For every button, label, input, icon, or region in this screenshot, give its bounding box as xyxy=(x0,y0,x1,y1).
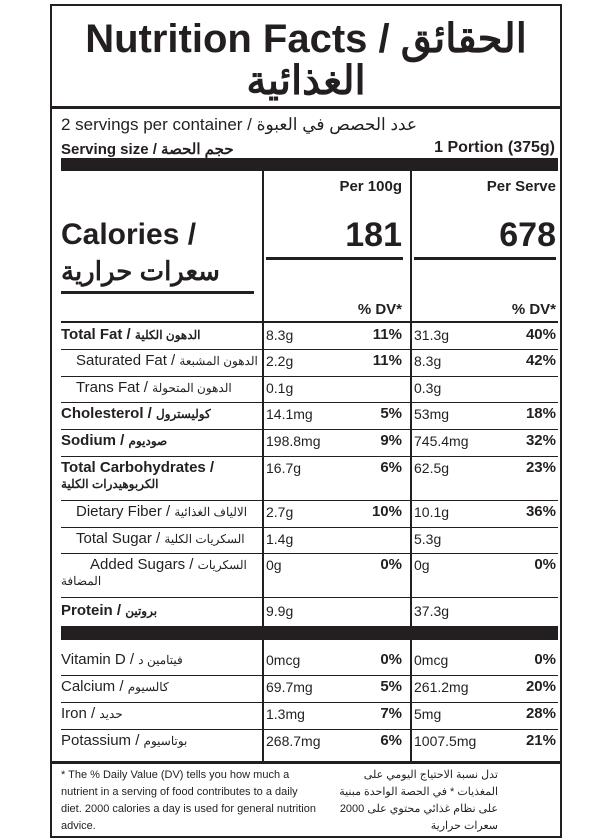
per100g-value-trans-fat: 0.1g xyxy=(266,380,294,396)
serving-size-value: 1 Portion (375g) xyxy=(434,139,555,156)
perserve-value-sodium: 745.4mg xyxy=(414,433,469,449)
dv-header-1: % DV* xyxy=(357,301,402,318)
nutrient-label-iron: Iron / حديد xyxy=(61,705,123,722)
per100g-value-iron: 1.3mg xyxy=(266,706,305,722)
perserve-value-vitamin-d: 0mcg xyxy=(414,652,449,668)
calories-per-serve: 678 xyxy=(499,216,556,254)
perserve-value-dietary-fiber: 10.1g xyxy=(414,504,450,520)
footnote-arabic: تدل نسبة الاحتياج اليومي على المغذيات * في الحصة الواحدة مبنية على نظام غذائي محتوي على 2000 سعرات حرارية xyxy=(339,769,498,832)
per100g-value-dietary-fiber: 2.7g xyxy=(266,504,294,520)
row-divider xyxy=(61,349,558,350)
footnote-divider xyxy=(52,761,560,764)
perserve-value-total-fat: 31.3g xyxy=(414,327,450,343)
servings-per-container: 2 servings per container / عدد الحصص في العبوة xyxy=(61,115,418,134)
serving-size-label-ar: حجم الحصة xyxy=(161,141,234,158)
row-divider xyxy=(61,597,558,598)
nutrient-label-cholesterol: Cholesterol / كوليسترول xyxy=(61,405,211,422)
nutrient-label-saturated-fat: Saturated Fat / الدهون المشبعة xyxy=(76,352,258,369)
nutrient-label-total-fat: Total Fat / الدهون الكلية xyxy=(61,326,201,343)
nutrient-label-total-carbohydrates: Total Carbohydrates / xyxy=(61,459,215,476)
perserve-dv-dietary-fiber: 36% xyxy=(525,503,556,520)
calories-label-en: Calories / xyxy=(61,218,197,251)
row-divider xyxy=(61,456,558,457)
per100g-dv-total-fat: 11% xyxy=(372,326,402,343)
dv-header-divider xyxy=(61,321,558,323)
row-divider xyxy=(61,402,558,403)
perserve-dv-cholesterol: 18% xyxy=(525,405,556,422)
perserve-value-calcium: 261.2mg xyxy=(414,679,469,695)
row-divider xyxy=(61,675,558,676)
nutrient-label-potassium: Potassium / بوتاسيوم xyxy=(61,732,188,749)
nutrient-label-trans-fat: Trans Fat / الدهون المتحولة xyxy=(76,379,232,396)
calories-label-ar: سعرات حرارية xyxy=(61,256,220,286)
calories-left-divider xyxy=(61,291,254,294)
per100g-dv-saturated-fat: 11% xyxy=(372,352,402,369)
per100g-dv-potassium: 6% xyxy=(380,732,402,749)
per100g-dv-iron: 7% xyxy=(380,705,402,722)
per100g-value-added-sugars: 0g xyxy=(266,557,282,573)
per100g-dv-vitamin-d: 0% xyxy=(380,651,402,668)
nutrition-facts-panel xyxy=(50,4,562,838)
title-en: Nutrition Facts / xyxy=(85,17,390,61)
perserve-dv-vitamin-d: 0% xyxy=(534,651,556,668)
title-ar-2: الغذائية xyxy=(246,59,366,103)
perserve-dv-saturated-fat: 42% xyxy=(525,352,556,369)
per100g-dv-sodium: 9% xyxy=(380,432,402,449)
perserve-value-iron: 5mg xyxy=(414,706,442,722)
title-line-1 xyxy=(52,18,560,60)
calories-per-100g: 181 xyxy=(345,216,402,254)
per100g-dv-cholesterol: 5% xyxy=(380,405,402,422)
perserve-dv-iron: 28% xyxy=(525,705,556,722)
per100g-value-saturated-fat: 2.2g xyxy=(266,353,294,369)
row-divider xyxy=(61,702,558,703)
perserve-dv-total-fat: 40% xyxy=(525,326,556,343)
nutrient-label-total-sugar: Total Sugar / السكريات الكلية xyxy=(76,530,245,547)
calories-underline-1 xyxy=(266,257,403,260)
col-header-per-serve: Per Serve xyxy=(486,178,556,195)
row-divider xyxy=(61,553,558,554)
perserve-dv-calcium: 20% xyxy=(525,678,556,695)
nutrient-label-calcium: Calcium / كالسيوم xyxy=(61,678,169,695)
nutrient-label-added-sugars: Added Sugars / السكريات xyxy=(90,556,247,573)
footnote-english: * The % Daily Value (DV) tells you how much a nutrient in a serving of food contributes to a daily diet. 2000 calories a day is used for general nutrition advice. xyxy=(61,769,316,832)
title-ar-1: الحقائق xyxy=(400,17,527,61)
per100g-value-potassium: 268.7mg xyxy=(266,733,321,749)
per100g-value-cholesterol: 14.1mg xyxy=(266,406,313,422)
per100g-value-vitamin-d: 0mcg xyxy=(266,652,301,668)
perserve-value-potassium: 1007.5mg xyxy=(414,733,477,749)
per100g-value-calcium: 69.7mg xyxy=(266,679,313,695)
nutrient-label-dietary-fiber: Dietary Fiber / الالياف الغذائية xyxy=(76,503,248,520)
perserve-dv-added-sugars: 0% xyxy=(534,556,556,573)
calories-underline-2 xyxy=(414,257,556,260)
row-divider xyxy=(61,527,558,528)
perserve-dv-potassium: 21% xyxy=(525,732,556,749)
per100g-dv-added-sugars: 0% xyxy=(380,556,402,573)
perserve-dv-sodium: 32% xyxy=(525,432,556,449)
serving-size-label xyxy=(61,140,234,158)
nutrient-label-sodium: Sodium / صوديوم xyxy=(61,432,168,449)
row-divider xyxy=(61,500,558,501)
per100g-dv-dietary-fiber: 10% xyxy=(371,503,402,520)
perserve-value-trans-fat: 0.3g xyxy=(414,380,442,396)
nutrient-label-total-carbohydrates-ar: الكربوهيدرات الكلية xyxy=(61,477,159,491)
dv-header-2: % DV* xyxy=(511,301,556,318)
perserve-value-cholesterol: 53mg xyxy=(414,406,450,422)
perserve-value-protein: 37.3g xyxy=(414,603,450,619)
row-divider xyxy=(61,376,558,377)
perserve-value-total-sugar: 5.3g xyxy=(414,531,442,547)
per100g-dv-calcium: 5% xyxy=(380,678,402,695)
nutrient-label-protein: Protein / بروتين xyxy=(61,602,158,619)
title-divider xyxy=(52,106,560,109)
perserve-value-added-sugars: 0g xyxy=(414,557,430,573)
per100g-value-total-sugar: 1.4g xyxy=(266,531,294,547)
per100g-value-total-fat: 8.3g xyxy=(266,327,294,343)
vitamins-divider-bar xyxy=(61,626,558,640)
perserve-value-total-carbohydrates: 62.5g xyxy=(414,460,450,476)
serving-size-label-en: Serving size / xyxy=(61,141,157,158)
row-divider xyxy=(61,429,558,430)
per100g-value-total-carbohydrates: 16.7g xyxy=(266,460,302,476)
perserve-dv-total-carbohydrates: 23% xyxy=(525,459,556,476)
per100g-dv-total-carbohydrates: 6% xyxy=(380,459,402,476)
per100g-value-sodium: 198.8mg xyxy=(266,433,321,449)
serving-divider-bar xyxy=(61,158,558,171)
nutrient-label-vitamin-d: Vitamin D / فيتامين د xyxy=(61,651,183,668)
per100g-value-protein: 9.9g xyxy=(266,603,294,619)
col-header-per-100g: Per 100g xyxy=(339,178,402,195)
perserve-value-saturated-fat: 8.3g xyxy=(414,353,442,369)
nutrient-label-added-sugars-ar2: المضافة xyxy=(61,574,102,588)
row-divider xyxy=(61,729,558,730)
